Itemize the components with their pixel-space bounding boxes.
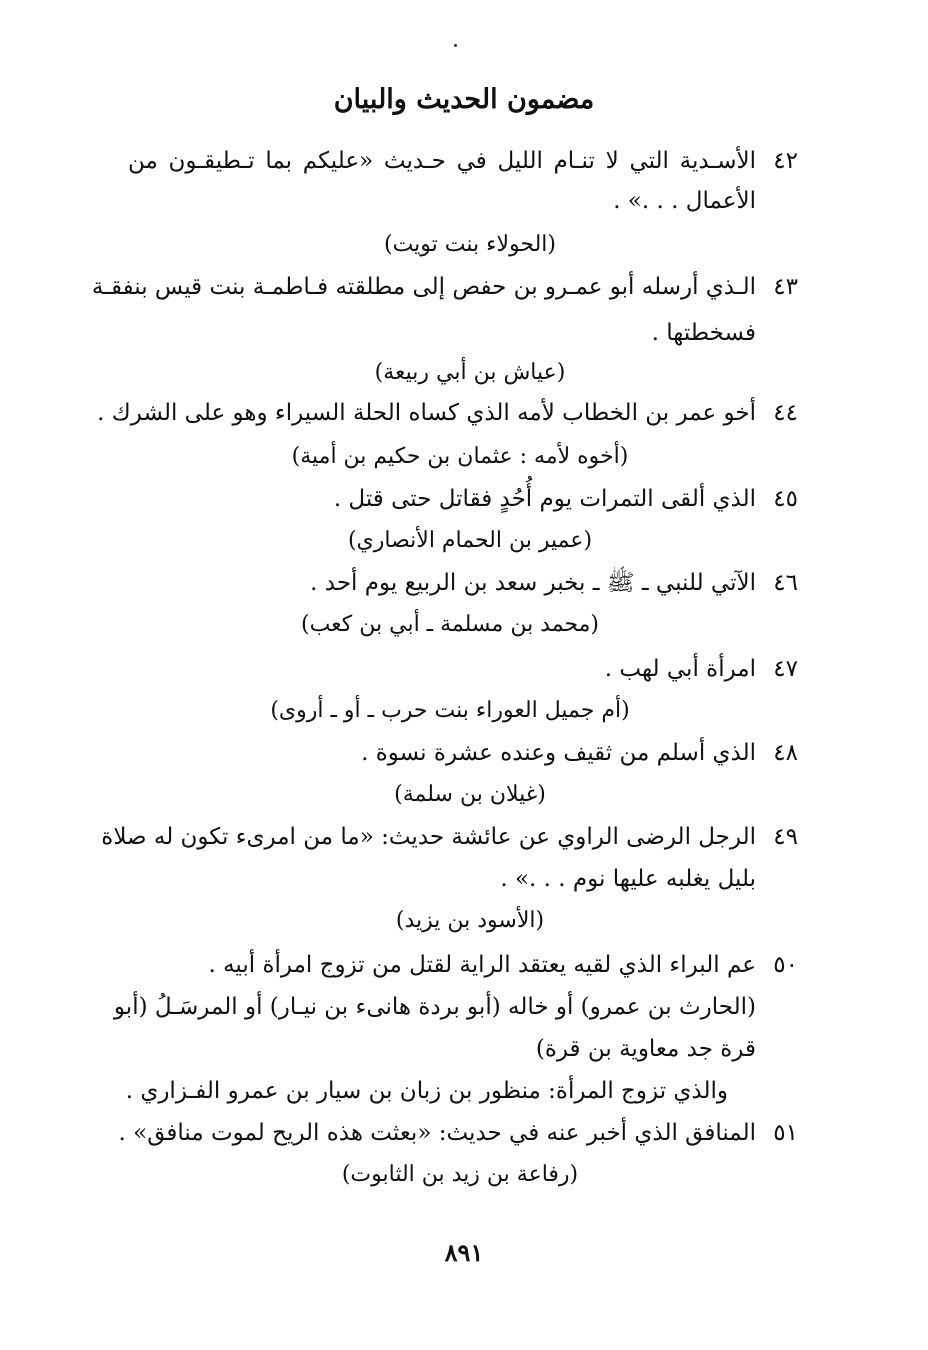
entry-answer-line: (الحارث بن عمرو) أو خاله (أبو بردة هانىء بن نيـار) أو المرسَـلُ (أبو (113, 994, 756, 1020)
entry-text-line: الأعمال . . .» . (613, 188, 756, 214)
entry-text-line: الآتي للنبي ـ ﷺ ـ بخبر سعد بن الربيع يوم أحد . (310, 570, 756, 596)
entry-answer: (الحولاء بنت تويت) (383, 232, 556, 257)
entry-answer: (الأسود بن يزيد) (395, 908, 545, 933)
entry-number: ٤٣ (773, 274, 798, 300)
entry-answer: (رفاعة بن زيد بن الثابوت) (341, 1162, 579, 1187)
entry-number: ٤٢ (773, 148, 798, 174)
entry-text-line: أخو عمر بن الخطاب لأمه الذي كساه الحلة السيراء وهو على الشرك . (97, 400, 756, 426)
entry-answer: (محمد بن مسلمة ـ أبي بن كعب) (300, 612, 600, 637)
entry-answer-line: والذي تزوج المرأة: منظور بن زبان بن سيار بن عمرو الفـزاري . (125, 1078, 728, 1104)
entry-text-line: الذي أسلم من ثقيف وعنده عشرة نسوة . (361, 740, 756, 766)
entry-number: ٤٥ (773, 486, 798, 512)
entry-text-line: فسخطتها . (651, 320, 756, 346)
entry-answer: (عمير بن الحمام الأنصاري) (347, 528, 593, 553)
entry-number: ٤٧ (773, 656, 798, 682)
entry-text-line: بليل يغلبه عليها نوم . . .» . (500, 866, 756, 892)
entry-number: ٤٦ (773, 570, 798, 596)
entry-number: ٤٩ (773, 824, 798, 850)
entry-answer: (غيلان بن سلمة) (394, 782, 546, 807)
entry-text-line: الرجل الرضى الراوي عن عائشة حديث: «ما من امرىء تكون له صلاة (101, 824, 756, 850)
entry-text-line: امرأة أبي لهب . (604, 656, 756, 682)
entry-number: ٤٨ (773, 740, 798, 766)
entry-answer-line: قرة جد معاوية بن قرة) (535, 1036, 756, 1062)
entry-text-line: الأسـدية التي لا تنـام الليل في حـديث «عليكم بما تـطيقـون من (128, 148, 756, 174)
entry-text-line: الذي ألقى التمرات يوم أُحُدٍ فقاتل حتى قتل . (333, 486, 756, 512)
entry-number: ٤٤ (773, 400, 798, 426)
entry-text-line: عم البراء الذي لقيه يعتقد الراية لقتل من تزوج امرأة أبيه . (208, 952, 756, 978)
entry-text-line: المنافق الذي أخبر عنه في حديث: «بعثت هذه الريح لموت منافق» . (118, 1120, 756, 1146)
entry-number: ٥٠ (773, 952, 798, 978)
entry-answer: (عياش بن أبي ربيعة) (374, 360, 566, 385)
entry-answer: (أم جميل العوراء بنت حرب ـ أو ـ أروى) (270, 698, 630, 723)
page-number: ٨٩١ (444, 1238, 484, 1267)
page-header: مضمون الحديث والبيان (333, 84, 595, 115)
entry-answer: (أخوه لأمه : عثمان بن حكيم بن أمية) (291, 444, 629, 469)
entry-number: ٥١ (773, 1120, 798, 1146)
entry-text-line: الـذي أرسله أبو عمـرو بن حفص إلى مطلقته فـاطمـة بنت قيس بنفقـة (91, 274, 756, 300)
print-speck (454, 44, 457, 47)
